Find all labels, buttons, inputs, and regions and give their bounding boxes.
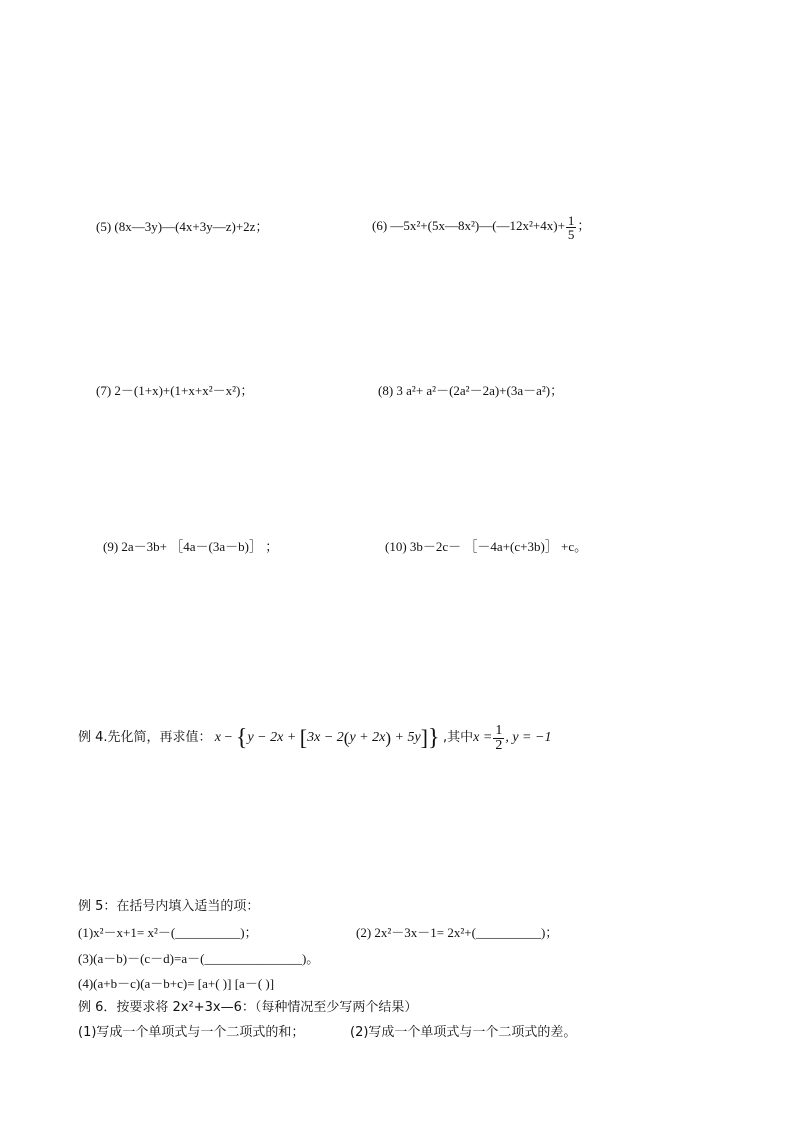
expr-part-4: + 5y bbox=[391, 730, 421, 745]
example-4 bbox=[78, 720, 551, 755]
problem-5: (5) (8x—3y)—(4x+3y—z)+2z； bbox=[96, 219, 269, 234]
example-5-label: 例 5：在括号内填入适当的项： bbox=[78, 899, 260, 914]
problem-8: (8) 3 a²+ a²－(2a²－2a)+(3a－a²)； bbox=[378, 383, 564, 398]
expr-part-3: y + 2x bbox=[349, 730, 386, 745]
example-4-x-denominator: 2 bbox=[495, 737, 503, 753]
problem-6-suffix: ； bbox=[577, 218, 591, 233]
example-4-expression bbox=[214, 724, 443, 751]
expr-minus: − bbox=[224, 730, 233, 745]
expr-bracket-open: [ bbox=[299, 724, 308, 750]
expr-brace-open: { bbox=[235, 724, 248, 751]
example-4-where-label: ,其中 bbox=[443, 730, 474, 745]
example-4-label: 例 4.先化简，再求值： bbox=[78, 730, 212, 745]
example-5-question-4: (4)(a+b－c)(a－b+c)= [a+( )] [a－( )] bbox=[78, 976, 275, 991]
problem-9: (9) 2a－3b+ ［4a－(3a－b)］ ； bbox=[103, 539, 279, 554]
problem-6-fraction bbox=[566, 214, 577, 241]
example-4-x-numerator: 1 bbox=[495, 722, 503, 738]
problem-6-fraction-denominator: 5 bbox=[567, 226, 575, 242]
example-4-x-fraction bbox=[493, 724, 504, 753]
expr-part-1: y − 2x + bbox=[247, 730, 297, 745]
example-5-question-2: (2) 2x²－3x－1= 2x²+(__________)； bbox=[356, 925, 559, 940]
example-4-y-eq: , y = −1 bbox=[505, 730, 552, 745]
example-6-label: 例 6．按要求将 2x²+3x—6：（每种情况至少写两个结果） bbox=[78, 1000, 418, 1015]
expr-bracket-close: ] bbox=[420, 724, 428, 750]
example-5-question-1: (1)x²－x+1= x²－(__________)； bbox=[78, 925, 258, 940]
expr-paren-open: ( bbox=[343, 728, 350, 748]
expr-x: x bbox=[214, 730, 222, 745]
expr-paren-close: ) bbox=[385, 728, 391, 748]
expr-part-2: 3x − 2 bbox=[307, 730, 344, 745]
problem-6-expression: (6) —5x²+(5x—8x²)—(—12x²+4x)+ bbox=[372, 218, 565, 233]
example-4-x-eq: x = bbox=[473, 730, 493, 745]
problem-7: (7) 2－(1+x)+(1+x+x²－x²)； bbox=[96, 383, 254, 398]
expr-brace-close: } bbox=[428, 724, 440, 751]
example-6-question-1: (1)写成一个单项式与一个二项式的和； bbox=[78, 1025, 305, 1040]
problem-6 bbox=[372, 211, 590, 241]
example-5-question-3: (3)(a－b)－(c－d)=a－(_______________)。 bbox=[78, 951, 320, 966]
problem-6-fraction-numerator: 1 bbox=[567, 212, 575, 228]
example-6-question-2: (2)写成一个单项式与一个二项式的差。 bbox=[350, 1025, 577, 1040]
problem-10: (10) 3b－2c－ ［－4a+(c+3b)］ +c。 bbox=[385, 539, 588, 554]
